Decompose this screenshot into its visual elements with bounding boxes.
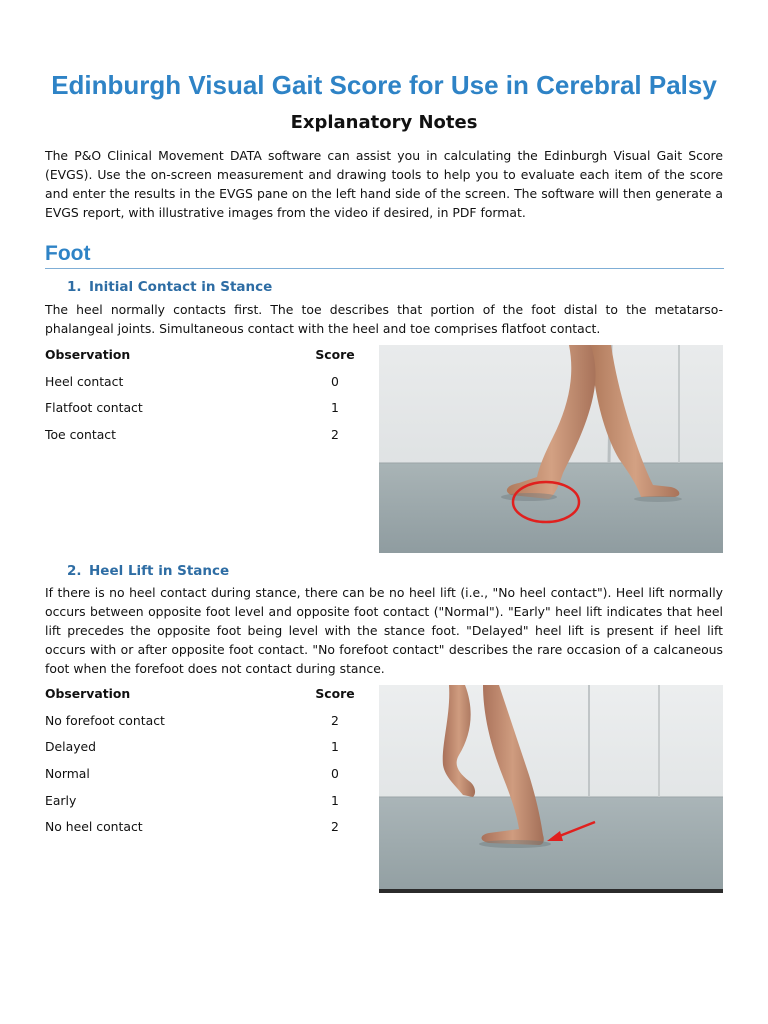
score-cell: 1 xyxy=(331,739,339,755)
item-heading-heel-lift xyxy=(67,563,229,579)
table-row xyxy=(45,739,365,766)
table-row xyxy=(45,400,365,427)
item-heading-initial-contact xyxy=(67,279,272,295)
observation-cell: Toe contact xyxy=(45,427,116,443)
table-row xyxy=(45,766,365,793)
score-cell: 2 xyxy=(331,712,339,728)
table-header-row xyxy=(45,686,365,713)
observation-table-initial-contact xyxy=(45,347,365,454)
document-title: Edinburgh Visual Gait Score for Use in Cerebral Palsy xyxy=(51,70,717,100)
section-heading-foot: Foot xyxy=(45,242,91,265)
table-row xyxy=(45,819,365,846)
item-number: 1. xyxy=(67,279,82,295)
item-description: The heel normally contacts first. The toe describes that portion of the foot distal to the metatarso-phalangeal joints. Simultaneous contact with the heel and toe comprises flatfoot contact. xyxy=(45,302,723,336)
table-row xyxy=(45,793,365,820)
table-row xyxy=(45,427,365,454)
observation-cell: No heel contact xyxy=(45,819,143,835)
observation-cell: Flatfoot contact xyxy=(45,400,143,416)
column-header-observation: Observation xyxy=(45,347,131,362)
intro-paragraph: The P&O Clinical Movement DATA software can assist you in calculating the Edinburgh Visual Gait Score (EVGS). Use the on-screen measurement and drawing tools to help you to evaluate each item of the score and enter the results in the EVGS pane on the left hand side of the screen. The software will then generate a EVGS report, with illustrative images from the video if desired, in PDF format. xyxy=(45,148,723,220)
observation-cell: No forefoot contact xyxy=(45,712,165,728)
table-header-row xyxy=(45,347,365,374)
gait-photo-heel-lift xyxy=(379,685,723,893)
item-number: 2. xyxy=(67,563,82,579)
table-row xyxy=(45,374,365,401)
column-header-score: Score xyxy=(315,686,355,701)
score-cell: 2 xyxy=(331,819,339,835)
score-cell: 1 xyxy=(331,400,339,416)
score-cell: 0 xyxy=(331,373,339,389)
item-title: Heel Lift in Stance xyxy=(89,563,230,579)
document-subtitle: Explanatory Notes xyxy=(290,112,478,133)
score-cell: 2 xyxy=(331,427,339,443)
item-title: Initial Contact in Stance xyxy=(89,279,273,295)
column-header-score: Score xyxy=(315,347,355,362)
observation-cell: Delayed xyxy=(45,739,97,755)
item-description: If there is no heel contact during stance, there can be no heel lift (i.e., "No heel contact"). Heel lift normally occurs between opposite foot level and opposite foot contact ("Normal"). "Early" heel lift indicates that heel lift precedes the opposite foot being level with the stance foot. "Delayed" heel lift is present if heel lift occurs with or after opposite foot contact. "No forefoot contact" describes the rare occasion of a calcaneous foot when the forefoot does not contact during stance. xyxy=(45,585,723,676)
observation-table-heel-lift xyxy=(45,686,365,846)
table-row xyxy=(45,713,365,740)
score-cell: 0 xyxy=(331,766,339,782)
observation-cell: Early xyxy=(45,792,77,808)
observation-cell: Heel contact xyxy=(45,373,124,389)
observation-cell: Normal xyxy=(45,766,90,782)
gait-photo-initial-contact xyxy=(379,345,723,553)
score-cell: 1 xyxy=(331,792,339,808)
column-header-observation: Observation xyxy=(45,686,131,701)
section-divider xyxy=(45,268,724,269)
